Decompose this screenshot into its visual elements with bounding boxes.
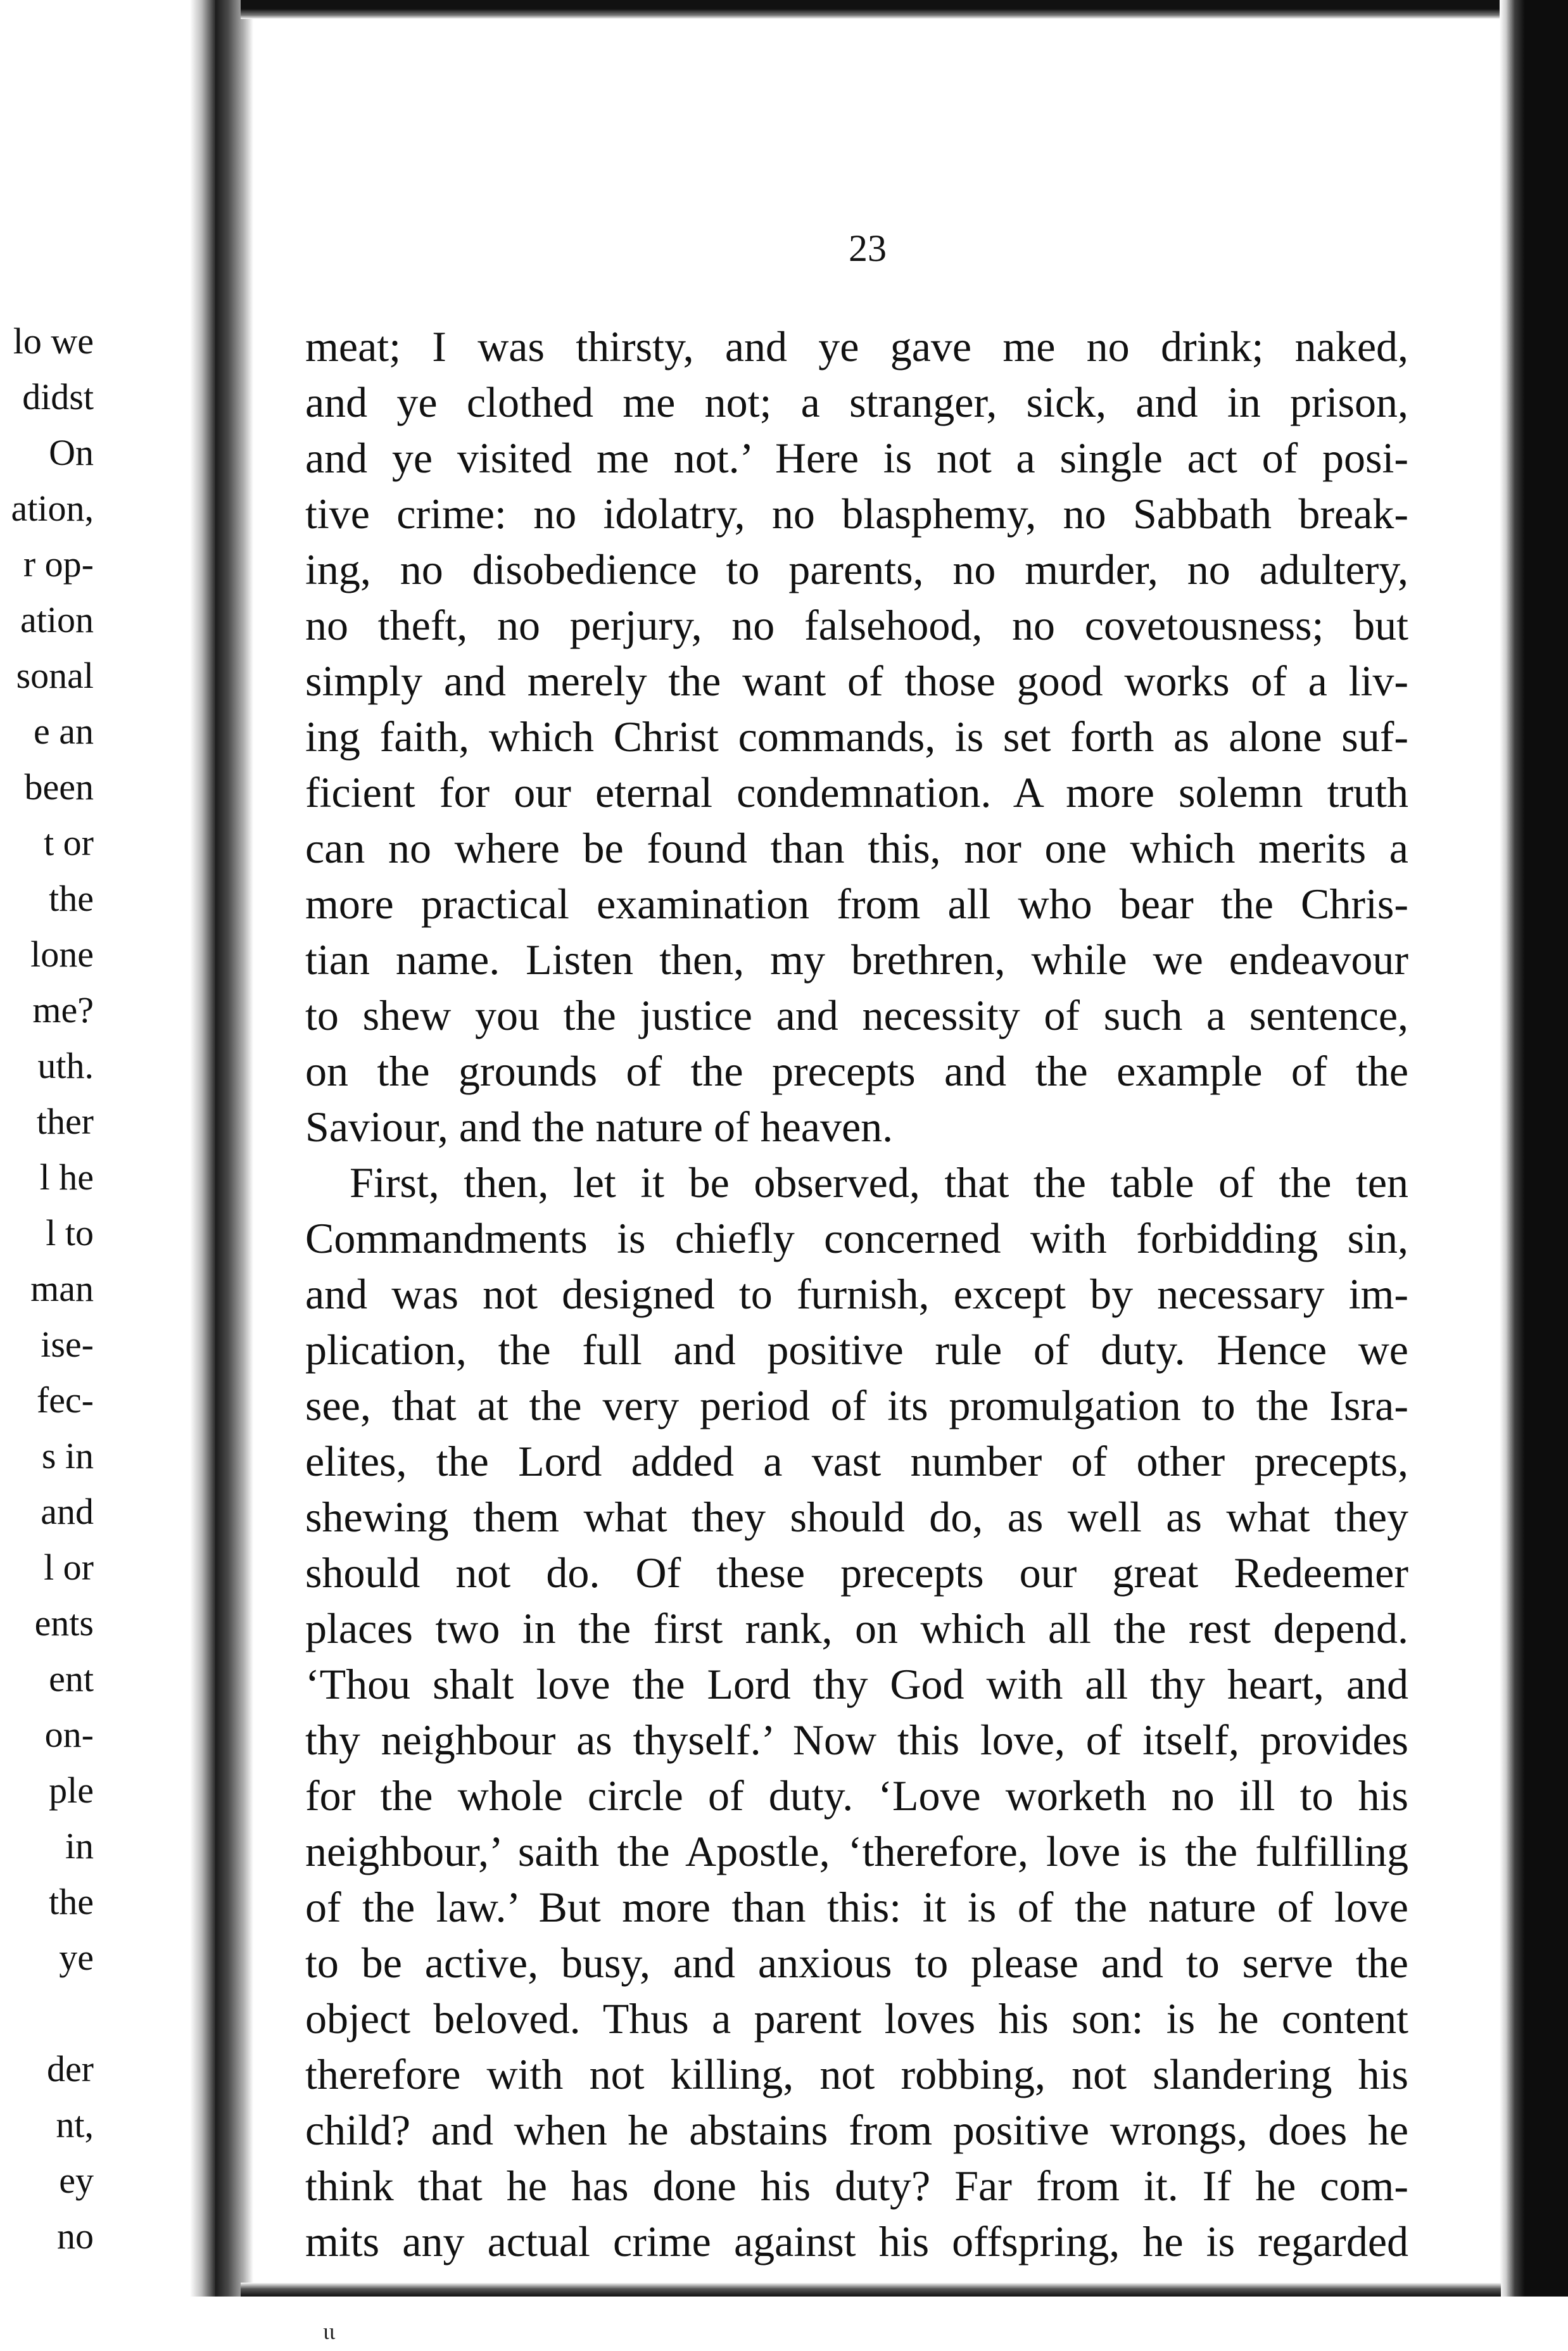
left-page-fragment: r op- xyxy=(23,543,94,585)
right-page-edge xyxy=(1500,0,1568,2351)
left-page-fragment: On xyxy=(49,432,94,473)
bottom-border xyxy=(241,2283,1501,2297)
text-line: neighbour,’ saith the Apostle, ‘therefore, love is the fulfilling xyxy=(305,1827,1408,1875)
text-line: meat; I was thirsty, and ye gave me no drink; naked, xyxy=(305,322,1408,371)
left-page-fragment: ple xyxy=(49,1770,94,1811)
left-page-fragment: fec- xyxy=(36,1379,94,1421)
left-page-fragment: sonal xyxy=(16,655,94,696)
left-page-fragment: man xyxy=(30,1268,94,1309)
text-line: Saviour, and the nature of heaven. xyxy=(305,1103,894,1151)
text-line: plication, the full and positive rule of duty. Hence we xyxy=(305,1326,1408,1374)
text-line: of the law.’ But more than this: it is of the nature of love xyxy=(305,1883,1408,1931)
text-line: shewing them what they should do, as well as what they xyxy=(305,1493,1408,1541)
body-text xyxy=(305,319,1408,2269)
text-line: places two in the first rank, on which all the rest depend. xyxy=(305,1604,1408,1652)
text-line: for the whole circle of duty. ‘Love worketh no ill to his xyxy=(305,1771,1408,1820)
text-line: more practical examination from all who bear the Chris- xyxy=(305,880,1408,928)
text-line: ‘Thou shalt love the Lord thy God with all thy heart, and xyxy=(305,1660,1408,1708)
page-number: 23 xyxy=(849,227,887,269)
text-line: think that he has done his duty? Far from it. If he com- xyxy=(305,2162,1408,2210)
left-page-fragment: l or xyxy=(44,1547,94,1588)
left-page-fragment: didst xyxy=(22,376,94,417)
text-line: and ye visited me not.’ Here is not a single act of posi- xyxy=(305,434,1408,482)
text-line: ficient for our eternal condemnation. A more solemn truth xyxy=(305,768,1408,816)
bottom-margin xyxy=(0,2297,1568,2351)
left-page-fragment: ation, xyxy=(11,488,94,529)
left-page-fragment: ent xyxy=(49,1658,94,1699)
left-page-fragment: ey xyxy=(59,2160,94,2201)
text-line: can no where be found than this, nor one which merits a xyxy=(305,824,1408,872)
left-page-fragment: ation xyxy=(20,599,94,640)
text-line: child? and when he abstains from positive wrongs, does he xyxy=(305,2106,1408,2154)
text-line: simply and merely the want of those good works of a liv- xyxy=(305,657,1408,705)
left-page-fragment: lone xyxy=(30,934,94,975)
text-line: see, that at the very period of its promulgation to the Isra- xyxy=(305,1381,1408,1429)
left-page-fragment: l he xyxy=(39,1156,94,1198)
text-line: to be active, busy, and anxious to please and to serve the xyxy=(305,1939,1408,1987)
left-page-fragment: and xyxy=(41,1491,94,1532)
left-page-fragment: in xyxy=(65,1825,94,1866)
text-line: Commandments is chiefly concerned with forbidding sin, xyxy=(305,1214,1408,1262)
gutter-shadow xyxy=(215,0,253,2351)
left-page-fragment: t or xyxy=(44,822,94,863)
text-line: to shew you the justice and necessity of such a sentence, xyxy=(305,991,1408,1039)
left-page-fragment: ther xyxy=(36,1101,94,1142)
left-page-fragment: me? xyxy=(32,989,94,1030)
text-line: tian name. Listen then, my brethren, while we endeavour xyxy=(305,935,1408,984)
text-line: ing, no disobedience to parents, no murder, no adultery, xyxy=(305,545,1408,593)
text-line: tive crime: no idolatry, no blasphemy, no Sabbath break- xyxy=(305,490,1408,538)
left-page-fragment: e an xyxy=(34,711,94,752)
left-page-fragment: s in xyxy=(41,1435,94,1476)
left-page-fragment: l to xyxy=(46,1212,94,1253)
left-page-fragment: been xyxy=(24,766,94,808)
left-page-fragment: der xyxy=(46,2048,94,2089)
left-page-fragment: on- xyxy=(44,1714,94,1755)
text-line: elites, the Lord added a vast number of other precepts, xyxy=(305,1437,1408,1485)
text-line: no theft, no perjury, no falsehood, no covetousness; but xyxy=(305,601,1408,649)
printer-mark: ɩɩ xyxy=(323,2319,336,2344)
text-line: on the grounds of the precepts and the example of the xyxy=(305,1047,1408,1095)
left-page-fragment: ents xyxy=(34,1602,94,1644)
text-line: should not do. Of these precepts our great Redeemer xyxy=(305,1549,1408,1597)
text-line: mits any actual crime against his offspring, he is regarded xyxy=(305,2217,1408,2265)
text-line: thy neighbour as thyself.’ Now this love, of itself, provides xyxy=(305,1716,1408,1764)
left-page-fragment: no xyxy=(57,2215,94,2257)
left-page-fragment: ye xyxy=(59,1937,94,1978)
left-page-fragment: uth. xyxy=(37,1045,94,1086)
left-page-fragment: the xyxy=(49,1881,94,1922)
left-page-fragment: ise- xyxy=(41,1324,94,1365)
text-line: First, then, let it be observed, that the table of the ten xyxy=(350,1158,1408,1207)
left-page-fragment: lo we xyxy=(13,320,94,362)
text-line: and was not designed to furnish, except by necessary im- xyxy=(305,1270,1408,1318)
top-border xyxy=(241,0,1507,19)
text-line: therefore with not killing, not robbing, not slandering his xyxy=(305,2050,1408,2098)
text-line: object beloved. Thus a parent loves his son: is he content xyxy=(305,1994,1408,2043)
text-line: ing faith, which Christ commands, is set forth as alone suf- xyxy=(305,713,1408,761)
text-line: and ye clothed me not; a stranger, sick, and in prison, xyxy=(305,378,1408,426)
left-page-fragment: the xyxy=(49,878,94,919)
left-page-fragment: nt, xyxy=(56,2104,94,2145)
